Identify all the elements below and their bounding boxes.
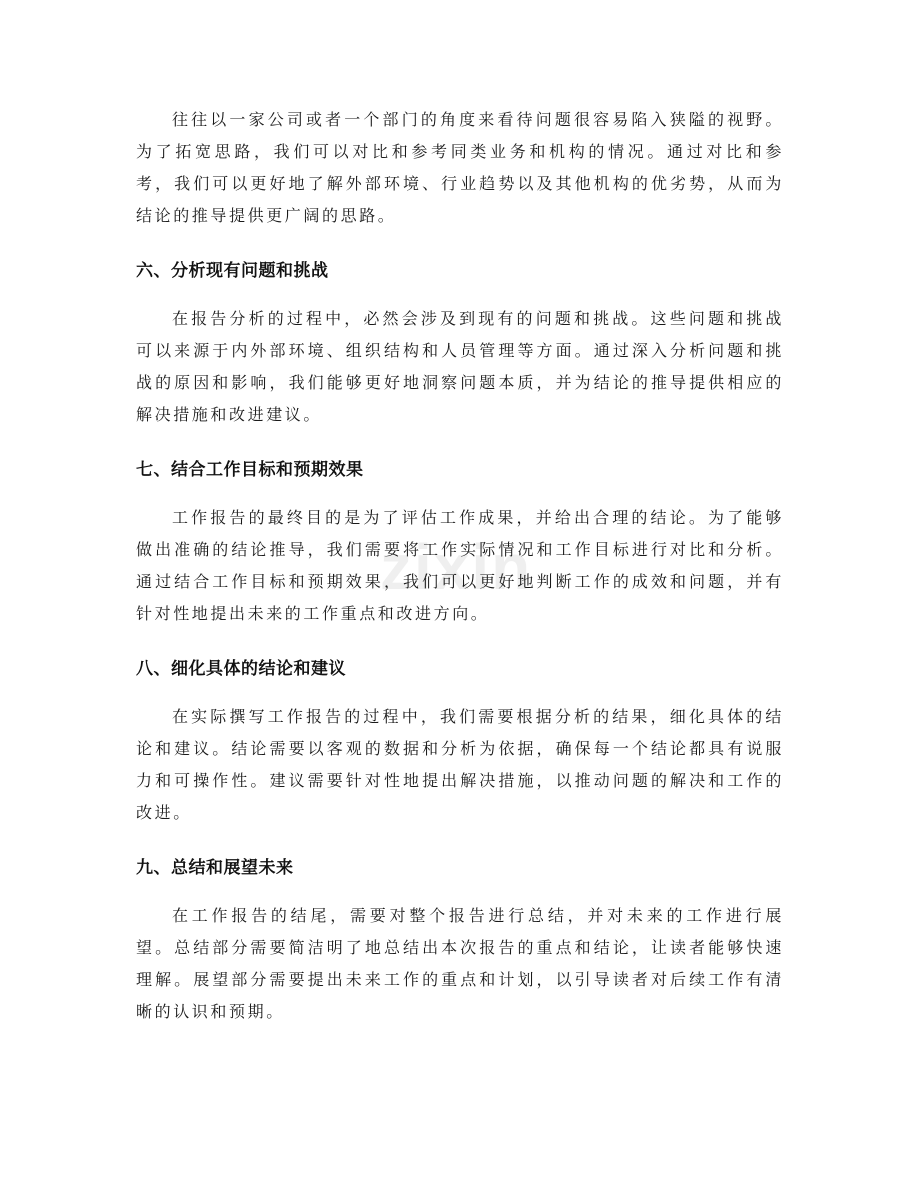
paragraph-section-9: 在工作报告的结尾，需要对整个报告进行总结，并对未来的工作进行展望。总结部分需要简洁明了地总结出本次报告的重点和结论，让读者能够快速理解。展望部分需要提出未来工作的重点和计划，以引导读者对后续工作有清晰的认识和预期。 (136, 906, 784, 1021)
paragraph-intro: 往往以一家公司或者一个部门的角度来看待问题很容易陷入狭隘的视野。为了拓宽思路，我们可以对比和参考同类业务和机构的情况。通过对比和参考，我们可以更好地了解外部环境、行业趋势以及其他机构的优劣势，从而为结论的推导提供更广阔的思路。 (136, 110, 784, 225)
section-heading-7: 七、结合工作目标和预期效果 (136, 460, 364, 480)
paragraph-section-8: 在实际撰写工作报告的过程中，我们需要根据分析的结果，细化具体的结论和建议。结论需要以客观的数据和分析为依据，确保每一个结论都具有说服力和可操作性。建议需要针对性地提出解决措施，以推动问题的解决和工作的改进。 (136, 707, 784, 822)
section-heading-8: 八、细化具体的结论和建议 (136, 659, 346, 679)
paragraph-section-6: 在报告分析的过程中，必然会涉及到现有的问题和挑战。这些问题和挑战可以来源于内外部环境、组织结构和人员管理等方面。通过深入分析问题和挑战的原因和影响，我们能够更好地洞察问题本质，并为结论的推导提供相应的解决措施和改进建议。 (136, 309, 784, 424)
section-heading-9: 九、总结和展望未来 (136, 858, 294, 878)
watermark-text: zixin (380, 531, 533, 603)
section-heading-6: 六、分析现有问题和挑战 (136, 261, 329, 281)
document-body (136, 104, 784, 1028)
paragraph-section-7: 工作报告的最终目的是为了评估工作成果，并给出合理的结论。为了能够做出准确的结论推导，我们需要将工作实际情况和工作目标进行对比和分析。通过结合工作目标和预期效果，我们可以更好地判断工作的成效和问题，并有针对性地提出未来的工作重点和改进方向。 (136, 508, 784, 623)
